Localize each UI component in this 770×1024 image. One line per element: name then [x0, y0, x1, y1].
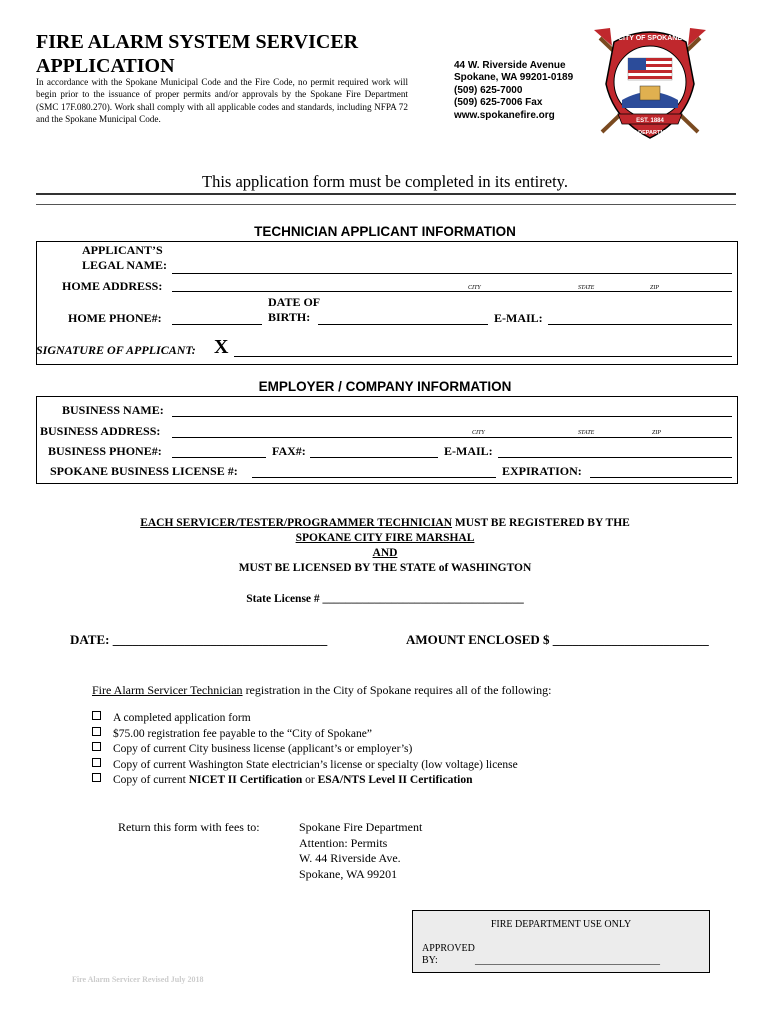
checkbox[interactable]: [92, 773, 101, 782]
contact-block: 44 W. Riverside Avenue Spokane, WA 99201-0189 (509) 625-7000 (509) 625-7006 Fax www.spokanefire.org: [454, 60, 574, 121]
fax-field[interactable]: [310, 457, 438, 458]
approved-by-label: APPROVED BY:: [422, 943, 475, 966]
dob-label: DATE OF BIRTH:: [268, 295, 321, 324]
form-title: FIRE ALARM SYSTEM SERVICER APPLICATION: [36, 31, 359, 77]
footer-revision: Fire Alarm Servicer Revised July 2018: [72, 975, 204, 984]
business-address-field[interactable]: [172, 437, 732, 438]
signature-field[interactable]: [234, 356, 732, 357]
business-name-label: BUSINESS NAME:: [62, 403, 164, 417]
requirements-intro: Fire Alarm Servicer Technician registration in the City of Spokane requires all of the following:: [92, 683, 552, 697]
legal-name-label: APPLICANT’S LEGAL NAME:: [82, 243, 168, 272]
subtitle: This application form must be completed in its entirety.: [202, 172, 568, 191]
city-caption: CITY: [472, 430, 485, 436]
city-caption: CITY: [468, 285, 481, 291]
home-address-field[interactable]: [172, 291, 732, 292]
business-address-label: BUSINESS ADDRESS:: [40, 424, 161, 438]
business-email-field[interactable]: [498, 457, 732, 458]
svg-text:FIRE DEPARTMENT: FIRE DEPARTMENT: [624, 130, 676, 136]
email-label: E-MAIL:: [494, 311, 543, 325]
signature-label: SIGNATURE OF APPLICANT:: [36, 343, 196, 357]
business-email-label: E-MAIL:: [444, 444, 493, 458]
state-license-field[interactable]: State License # ___________________________________: [246, 593, 524, 605]
checkbox[interactable]: [92, 727, 101, 736]
home-phone-label: HOME PHONE#:: [68, 311, 162, 325]
list-item: A completed application form: [92, 711, 518, 727]
email-field[interactable]: [548, 324, 732, 325]
requirements-list: [92, 711, 518, 789]
svg-text:CITY OF SPOKANE: CITY OF SPOKANE: [617, 35, 683, 42]
svg-text:EST. 1884: EST. 1884: [636, 118, 664, 124]
business-name-field[interactable]: [172, 416, 732, 417]
checkbox[interactable]: [92, 742, 101, 751]
list-item: Copy of current Washington State electrician’s license or specialty (low voltage) license: [92, 758, 518, 774]
business-phone-label: BUSINESS PHONE#:: [48, 444, 162, 458]
date-field[interactable]: DATE: _________________________________: [70, 632, 328, 647]
business-license-label: SPOKANE BUSINESS LICENSE #:: [50, 464, 238, 478]
fax-label: FAX#:: [272, 444, 306, 458]
home-address-label: HOME ADDRESS:: [62, 279, 163, 293]
list-item: Copy of current NICET II Certification or ESA/NTS Level II Certification: [92, 773, 518, 789]
expiration-field[interactable]: [590, 477, 732, 478]
fire-department-badge-icon: [590, 20, 710, 148]
zip-caption: ZIP: [650, 285, 659, 291]
amount-enclosed-field[interactable]: AMOUNT ENCLOSED $ ________________________: [406, 632, 709, 647]
expiration-label: EXPIRATION:: [502, 464, 582, 478]
home-phone-field[interactable]: [172, 324, 262, 325]
divider: [36, 193, 736, 195]
return-label: Return this form with fees to:: [118, 820, 260, 834]
approved-by-field[interactable]: _____________________________________: [475, 955, 660, 966]
checkbox[interactable]: [92, 758, 101, 767]
office-use-box: [412, 910, 710, 973]
state-caption: STATE: [578, 285, 595, 291]
business-license-field[interactable]: [252, 477, 496, 478]
technician-heading: TECHNICIAN APPLICANT INFORMATION: [254, 224, 516, 239]
office-use-title: FIRE DEPARTMENT USE ONLY: [490, 919, 632, 930]
divider: [36, 204, 736, 205]
registration-notice: EACH SERVICER/TESTER/PROGRAMMER TECHNICIAN MUST BE REGISTERED BY THE SPOKANE CITY FIRE MARSHAL AND MUST BE LICENSED BY THE STATE of WASHINGTON: [140, 517, 630, 574]
checkbox[interactable]: [92, 711, 101, 720]
employer-heading: EMPLOYER / COMPANY INFORMATION: [258, 379, 512, 394]
business-phone-field[interactable]: [172, 457, 266, 458]
dob-field[interactable]: [318, 324, 488, 325]
intro-paragraph: In accordance with the Spokane Municipal Code and the Fire Code, no permit required work will begin prior to the issuance of proper permits and/or approvals by the Spokane Fire Department (SMC 17F.080.270). Work shall comply with all applicable codes and standards, including NFPA 72 and the Spokane Municipal Code.: [36, 77, 408, 125]
list-item: Copy of current City business license (applicant’s or employer’s): [92, 742, 518, 758]
signature-x-mark: X: [214, 336, 229, 358]
list-item: $75.00 registration fee payable to the “City of Spokane”: [92, 727, 518, 743]
legal-name-field[interactable]: [172, 273, 732, 274]
zip-caption: ZIP: [652, 430, 661, 436]
return-address: Spokane Fire Department Attention: Permits W. 44 Riverside Ave. Spokane, WA 99201: [299, 820, 423, 881]
state-caption: STATE: [578, 430, 595, 436]
